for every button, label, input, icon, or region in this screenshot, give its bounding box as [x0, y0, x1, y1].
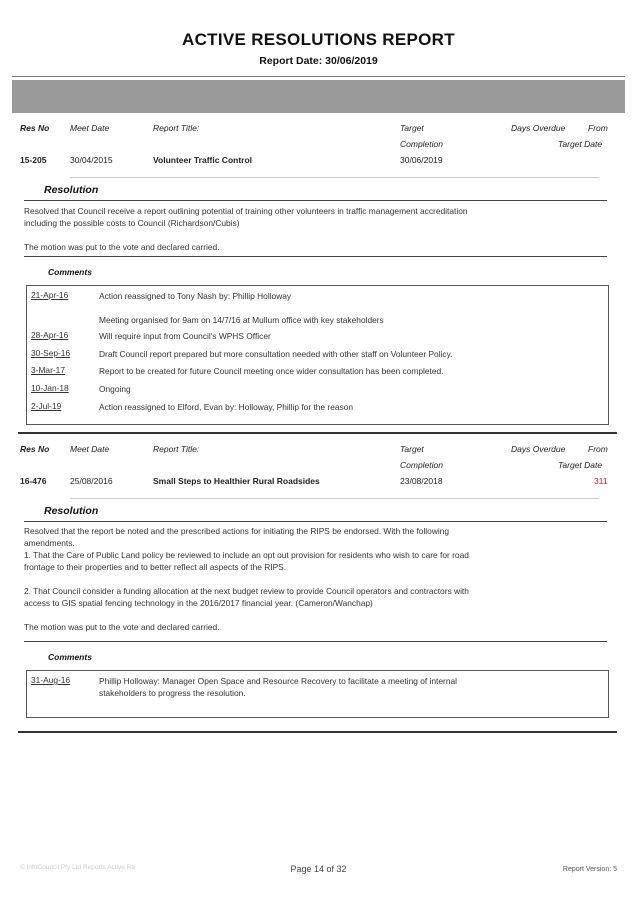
meet-date-value: 25/08/2016 — [70, 476, 113, 486]
col-from: From — [588, 444, 608, 454]
meet-date-value: 30/04/2015 — [70, 155, 113, 165]
resolution-rule — [24, 200, 607, 201]
record-divider — [18, 432, 617, 434]
col-days-overdue: Days Overdue — [511, 123, 566, 133]
res-no-value: 16-476 — [20, 476, 47, 486]
col-report-title: Report Title: — [153, 444, 200, 454]
resolution-end-rule — [24, 641, 607, 642]
col-days-overdue: Days Overdue — [511, 444, 566, 454]
row-divider — [70, 498, 599, 499]
report-title-value: Small Steps to Healthier Rural Roadsides — [153, 476, 320, 486]
report-title-value: Volunteer Traffic Control — [153, 155, 253, 165]
resolution-rule — [24, 521, 607, 522]
resolution-end-rule — [24, 256, 607, 257]
comment-date: 21-Apr-16 — [31, 290, 69, 300]
target-completion-value: 30/06/2019 — [400, 155, 443, 165]
comment-date: 31-Aug-16 — [31, 675, 71, 685]
days-overdue-value: 311 — [594, 476, 608, 486]
col-report-title: Report Title: — [153, 123, 200, 133]
comment-text: Will require input from Council's WPHS Officer — [99, 331, 271, 341]
col-target-date: Target Date — [558, 139, 603, 149]
col-completion: Completion — [400, 139, 443, 149]
comment-text: Report to be created for future Council meeting once wider consultation has been completed. — [99, 366, 444, 376]
resolution-heading: Resolution — [44, 184, 99, 196]
footer-page-number: Page 14 of 32 — [290, 864, 347, 874]
col-meet-date: Meet Date — [70, 444, 110, 454]
comment-date: 30-Sep-16 — [31, 348, 71, 358]
footer-version: Report Version: 5 — [562, 866, 617, 873]
row-divider — [70, 177, 599, 178]
title-divider — [12, 76, 625, 77]
col-target: Target — [400, 123, 424, 133]
report-date: Report Date: 30/06/2019 — [259, 55, 378, 67]
col-from: From — [588, 123, 608, 133]
record-divider — [18, 731, 617, 733]
comment-text: Action reassigned to Tony Nash by: Phillip Holloway Meeting organised for 9am on 14/7/16 at Mullum office with key stakeholders — [99, 291, 384, 325]
report-title: ACTIVE RESOLUTIONS REPORT — [182, 30, 455, 49]
col-meet-date: Meet Date — [70, 123, 110, 133]
comment-text: Ongoing — [99, 384, 131, 394]
col-target: Target — [400, 444, 424, 454]
comments-heading: Comments — [48, 652, 92, 662]
col-res-no: Res No — [20, 444, 50, 454]
col-completion: Completion — [400, 460, 443, 470]
comment-date: 10-Jan-18 — [31, 383, 69, 393]
comments-heading: Comments — [48, 267, 92, 277]
res-no-value: 15-205 — [20, 155, 47, 165]
comment-date: 2-Jul-19 — [31, 401, 62, 411]
col-res-no: Res No — [20, 123, 50, 133]
comment-text: Action reassigned to Elford, Evan by: Holloway, Phillip for the reason — [99, 402, 354, 412]
comment-date: 3-Mar-17 — [31, 365, 65, 375]
target-completion-value: 23/08/2018 — [400, 476, 443, 486]
comment-text: Phillip Holloway: Manager Open Space and Resource Recovery to facilitate a meeting of internal stakeholders to progress the resolution. — [99, 676, 457, 698]
comments-box — [26, 285, 609, 425]
col-target-date: Target Date — [558, 460, 603, 470]
comment-text: Draft Council report prepared but more consultation needed with other staff on Volunteer Policy. — [99, 349, 453, 359]
footer-copyright: © InfoCouncil Pty Ltd Reports Active Re — [20, 864, 135, 871]
comments-box — [26, 670, 609, 718]
comment-date: 28-Apr-16 — [31, 330, 69, 340]
resolution-text: Resolved that the report be noted and the prescribed actions for initiating the RIPS be endorsed. With the following amendments. 1. That the Care of Public Land policy be reviewed to include an opt out provision for residents who wish to care for road frontage to their properties and to better reflect all aspects of the RIPS. 2. That Council consider a funding allocation at the next budget review to provide Council operators and contractors with access to GIS spatial fencing technology in the 2016/2017 financial year. (Cameron/Wanchap) The motion was put to the vote and declared carried. — [24, 526, 469, 632]
resolution-heading: Resolution — [44, 505, 99, 517]
header-band — [12, 80, 625, 113]
resolution-text: Resolved that Council receive a report outlining potential of training other volunteers in traffic management accreditation including the possible costs to Council (Richardson/Cubis) The motion was put to the vote and declared carried. — [24, 206, 468, 252]
